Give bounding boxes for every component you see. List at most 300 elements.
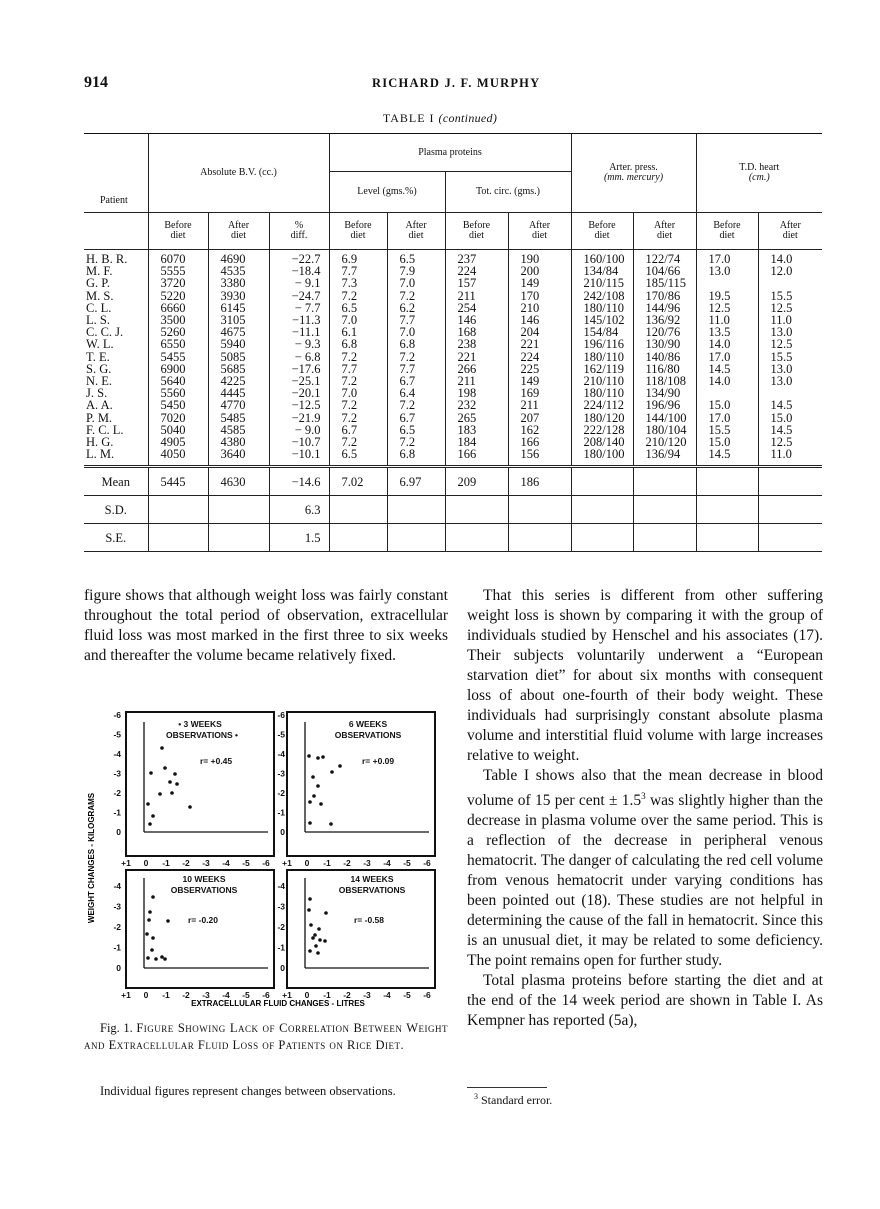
scatter-point — [308, 800, 312, 804]
table-cell: 6.7 — [387, 375, 445, 387]
tick-label: 0 — [280, 963, 285, 973]
table-cell: 6.5 — [329, 448, 387, 467]
panel-title-6-weeks: 6 WEEKS — [348, 719, 388, 729]
table-cell: 7.2 — [329, 436, 387, 448]
table-cell: 5450 — [148, 399, 208, 411]
table-cell: 204 — [508, 326, 571, 338]
table-cell: 154/84 — [571, 326, 633, 338]
table-cell: 149 — [508, 277, 571, 289]
sd-value: 6.3 — [269, 496, 329, 524]
patient-cell: A. A. — [86, 398, 113, 413]
footnote-rule — [467, 1087, 547, 1088]
table-cell: 196/116 — [571, 338, 633, 350]
scatter-point — [316, 756, 320, 760]
tick-label: -5 — [242, 990, 250, 1000]
table-cell: 7.0 — [387, 277, 445, 289]
mean-cell: 5445 — [148, 467, 208, 496]
mean-cell: 7.02 — [329, 467, 387, 496]
table-cell: 12.5 — [758, 436, 822, 448]
table-cell: 237 — [445, 250, 508, 266]
sub-after: After — [653, 220, 676, 231]
footnote-text: Standard error. — [478, 1093, 553, 1107]
table-cell: 6.2 — [387, 302, 445, 314]
table-cell: 168 — [445, 326, 508, 338]
patient-cell: C. L. — [86, 300, 112, 315]
tick-label: -6 — [262, 858, 270, 868]
table-cell: 5640 — [148, 375, 208, 387]
table-cell: 15.5 — [758, 290, 822, 302]
table-cell: 14.0 — [696, 375, 758, 387]
sub-before-diet: diet — [469, 230, 484, 241]
scatter-point — [307, 754, 311, 758]
table-cell: 6.8 — [387, 338, 445, 350]
tick-label: -1 — [277, 942, 285, 953]
table-row — [84, 338, 822, 350]
tick-label: -2 — [343, 858, 351, 868]
scatter-point — [311, 936, 315, 940]
table-cell: 136/92 — [633, 314, 696, 326]
tick-label: -5 — [277, 729, 285, 740]
table-cell: 7.2 — [387, 351, 445, 363]
scatter-point — [308, 897, 312, 901]
table-cell: −24.7 — [269, 290, 329, 302]
tick-label: -6 — [113, 710, 121, 720]
table-cell: 6.8 — [329, 338, 387, 350]
panel-title-14-weeks: 14 WEEKS — [350, 874, 394, 884]
header-plasma-proteins: Plasma proteins — [329, 134, 571, 172]
sub-after-diet: diet — [532, 230, 547, 241]
scatter-point — [146, 802, 150, 806]
scatter-point — [188, 805, 192, 809]
table-cell: 210/120 — [633, 436, 696, 448]
table-cell: 166 — [445, 448, 508, 467]
table-cell: 4585 — [208, 424, 269, 436]
correlation-6-weeks: r= +0.09 — [362, 756, 395, 766]
table-cell: −10.1 — [269, 448, 329, 467]
tick-label: -4 — [222, 990, 230, 1000]
tick-label: -4 — [277, 881, 285, 891]
table-cell: 5940 — [208, 338, 269, 350]
table-cell: 221 — [508, 338, 571, 350]
patient-cell: C. C. J. — [86, 325, 124, 340]
scatter-point — [323, 939, 327, 943]
scatter-point — [148, 910, 152, 914]
table-row — [84, 448, 822, 467]
tick-label: -4 — [383, 990, 391, 1000]
table-cell: 210/115 — [571, 277, 633, 289]
paragraph-2-text-a: Table I shows also that the mean decrease in blood volume of 15 per cent ± 1.5 — [467, 767, 823, 810]
scatter-point — [321, 755, 325, 759]
mean-row — [84, 467, 822, 496]
table-body — [84, 250, 822, 467]
table-cell: 5685 — [208, 363, 269, 375]
table-cell: 13.0 — [696, 265, 758, 277]
tick-label: -4 — [222, 858, 230, 868]
table-cell: 200 — [508, 265, 571, 277]
tick-label: +1 — [282, 990, 292, 1000]
table-cell: 144/96 — [633, 302, 696, 314]
table-cell: 15.5 — [758, 351, 822, 363]
table-cell: 6.7 — [329, 424, 387, 436]
table-cell: 211 — [445, 290, 508, 302]
tick-label: -3 — [113, 901, 121, 912]
header-absolute-bv: Absolute B.V. (cc.) — [148, 134, 329, 213]
table-cell: 146 — [445, 314, 508, 326]
table-cell: −21.9 — [269, 412, 329, 424]
table-cell: 130/90 — [633, 338, 696, 350]
tick-label: -4 — [383, 858, 391, 868]
table-cell: 6.4 — [387, 387, 445, 399]
table-cell: 7.7 — [387, 363, 445, 375]
scatter-point — [307, 908, 311, 912]
table-cell: 160/100 — [571, 250, 633, 266]
table-cell: 210/110 — [571, 375, 633, 387]
table-cell: 3105 — [208, 314, 269, 326]
tick-label: 0 — [143, 990, 149, 1000]
correlation-3-weeks: r= +0.45 — [200, 756, 233, 766]
table-cell: 3500 — [148, 314, 208, 326]
scatter-point — [170, 791, 174, 795]
panel-title-10-weeks: 10 WEEKS — [182, 874, 226, 884]
table-cell: 6070 — [148, 250, 208, 266]
tick-label: -2 — [113, 788, 121, 798]
sub-before: Before — [462, 220, 491, 231]
table-cell: 6.5 — [387, 250, 445, 266]
table-cell: 6.8 — [387, 448, 445, 467]
table-cell: 242/108 — [571, 290, 633, 302]
table-caption-continued: (continued) — [438, 111, 498, 125]
sub-after-diet: diet — [231, 230, 246, 241]
patient-cell: L. M. — [86, 447, 115, 462]
sub-after: After — [227, 220, 250, 231]
tick-label: 0 — [280, 827, 285, 837]
scatter-point — [146, 956, 150, 960]
sub-after-diet: diet — [782, 230, 798, 241]
tick-label: -6 — [423, 858, 431, 868]
scatter-point — [329, 822, 333, 826]
table-cell: 180/120 — [571, 412, 633, 424]
tick-label: -1 — [162, 990, 170, 1000]
table-cell: − 9.1 — [269, 277, 329, 289]
tick-label: -2 — [277, 788, 285, 798]
tick-label: 0 — [304, 990, 310, 1000]
figure-caption — [84, 1020, 448, 1054]
table-cell: 14.5 — [758, 424, 822, 436]
table-cell: 13.5 — [696, 326, 758, 338]
table-cell: 7.2 — [387, 436, 445, 448]
table-cell: 118/108 — [633, 375, 696, 387]
table-cell: 149 — [508, 375, 571, 387]
sub-pct-diff: diff. — [290, 230, 308, 241]
scatter-point — [308, 821, 312, 825]
panel-subtitle-10-weeks: OBSERVATIONS — [170, 885, 238, 895]
table-cell: 180/110 — [571, 302, 633, 314]
table-cell — [696, 277, 758, 289]
tick-label: -3 — [113, 768, 121, 779]
table-cell: 196/96 — [633, 399, 696, 411]
table-cell: 146 — [508, 314, 571, 326]
tick-label: -3 — [202, 990, 210, 1000]
mean-label: Mean — [101, 474, 130, 489]
tick-label: +1 — [282, 858, 292, 868]
tick-label: -3 — [363, 858, 371, 868]
table-cell: 15.0 — [696, 399, 758, 411]
se-value: 1.5 — [269, 524, 329, 552]
sub-after: After — [779, 220, 801, 231]
table-cell: −17.6 — [269, 363, 329, 375]
table-cell: 185/115 — [633, 277, 696, 289]
table-cell: −11.1 — [269, 326, 329, 338]
header-patient: Patient — [100, 195, 128, 206]
scatter-point — [160, 746, 164, 750]
table-cell: 140/86 — [633, 351, 696, 363]
table-cell: −25.1 — [269, 375, 329, 387]
table-row — [84, 277, 822, 289]
table-cell: −22.7 — [269, 250, 329, 266]
table-cell: 157 — [445, 277, 508, 289]
table-row — [84, 265, 822, 277]
table-cell: 7.0 — [387, 326, 445, 338]
sub-before-diet: diet — [719, 230, 735, 241]
tick-label: -2 — [182, 990, 190, 1000]
sub-after-diet: diet — [657, 230, 672, 241]
tick-label: -6 — [423, 990, 431, 1000]
table-cell: 225 — [508, 363, 571, 375]
table-cell: 4535 — [208, 265, 269, 277]
data-table — [84, 133, 822, 552]
scatter-point — [311, 775, 315, 779]
table-cell: 104/66 — [633, 265, 696, 277]
tick-label: 0 — [304, 858, 310, 868]
table-cell: 7.7 — [329, 265, 387, 277]
table-cell: 210 — [508, 302, 571, 314]
table-cell: 5485 — [208, 412, 269, 424]
panel-subtitle-14-weeks: OBSERVATIONS — [338, 885, 406, 895]
mean-cell: 186 — [508, 467, 571, 496]
table-cell: 4770 — [208, 399, 269, 411]
tick-label: -5 — [403, 990, 411, 1000]
scatter-point — [309, 923, 313, 927]
table-cell: 144/100 — [633, 412, 696, 424]
se-label: S.E. — [105, 530, 127, 545]
table-cell: 5455 — [148, 351, 208, 363]
patient-cell: G. P. — [86, 276, 110, 291]
table-cell: −20.1 — [269, 387, 329, 399]
table-cell: 19.5 — [696, 290, 758, 302]
scatter-point — [166, 919, 170, 923]
table-cell: 7.7 — [329, 363, 387, 375]
table-cell: 224 — [445, 265, 508, 277]
table-cell: 180/100 — [571, 448, 633, 467]
sub-before: Before — [588, 220, 616, 231]
table-cell: 170 — [508, 290, 571, 302]
table-cell: 3930 — [208, 290, 269, 302]
table-cell: 180/110 — [571, 387, 633, 399]
table-cell: 265 — [445, 412, 508, 424]
table-row — [84, 351, 822, 363]
table-cell: 7.9 — [387, 265, 445, 277]
table-cell: 7.2 — [387, 290, 445, 302]
figure-note: Individual figures represent changes between observations. — [100, 1084, 396, 1098]
table-cell: 6.9 — [329, 250, 387, 266]
table-cell: 232 — [445, 399, 508, 411]
patient-cell: W. L. — [86, 337, 114, 352]
tick-label: -4 — [113, 749, 121, 759]
table-cell: 7.2 — [329, 412, 387, 424]
table-cell: 7.2 — [329, 351, 387, 363]
table-cell: 5085 — [208, 351, 269, 363]
tick-label: -1 — [323, 858, 331, 868]
table-cell: 3720 — [148, 277, 208, 289]
table-cell — [758, 277, 822, 289]
tick-label: -1 — [277, 807, 285, 818]
table-cell: 15.5 — [696, 424, 758, 436]
correlation-10-weeks: r= -0.20 — [188, 915, 219, 925]
table-cell: 3380 — [208, 277, 269, 289]
tick-label: -3 — [202, 858, 210, 868]
table-cell: 11.0 — [758, 314, 822, 326]
scatter-point — [316, 784, 320, 788]
table-cell: 207 — [508, 412, 571, 424]
sub-pct: % — [294, 220, 304, 231]
table-cell: 5560 — [148, 387, 208, 399]
tick-label: 0 — [116, 827, 121, 837]
scatter-point — [338, 764, 342, 768]
table-cell: 238 — [445, 338, 508, 350]
tick-label: -3 — [363, 990, 371, 1000]
patient-cell: J. S. — [86, 386, 108, 401]
table-cell: 180/110 — [571, 351, 633, 363]
header-arter-press-unit: (mm. mercury) — [603, 172, 664, 183]
table-cell: 162 — [508, 424, 571, 436]
scatter-point — [317, 927, 321, 931]
table-cell: 221 — [445, 351, 508, 363]
table-cell: − 6.8 — [269, 351, 329, 363]
table-cell: 5040 — [148, 424, 208, 436]
paragraph-2-text-b: was slightly higher than the decrease in plasma volume over the same period. This is a reflection of the decrease in peripheral venous hematocrit. The danger of calculating the red cell volume from venous hematocrit under varying conditions has been pointed out (18). These studies are not helpful in determining the cause of the fall in hematocrit. Since this is an unusual diet, it may be related to some deficiency. The point remains open for further study. — [467, 792, 823, 970]
header-level: Level (gms.%) — [329, 172, 445, 213]
table-cell: −18.4 — [269, 265, 329, 277]
tick-label: -2 — [343, 990, 351, 1000]
tick-label: -4 — [277, 749, 285, 759]
scatter-point — [175, 782, 179, 786]
table-cell: 15.0 — [696, 436, 758, 448]
patient-cell: H. B. R. — [86, 252, 128, 266]
table-cell: 14.0 — [696, 338, 758, 350]
table-cell: 7.3 — [329, 277, 387, 289]
table-cell: 162/119 — [571, 363, 633, 375]
scatter-point — [158, 792, 162, 796]
figure-1 — [82, 700, 450, 1010]
table-cell: 7.7 — [387, 314, 445, 326]
table-cell: 3640 — [208, 448, 269, 467]
scatter-point — [151, 814, 155, 818]
correlation-14-weeks: r= -0.58 — [354, 915, 385, 925]
table-cell: 211 — [445, 375, 508, 387]
tick-label: -5 — [113, 729, 121, 740]
right-paragraph-1: That this series is different from other suffering weight loss is shown by comparing it with the group of individuals studied by Henschel and his associates (17). Their subjects voluntarily underwent a “European starvation diet” for about six months with consequent loss of about one-fourth of their body weight. These individuals had surprisingly constant absolute plasma volume and interstitial fluid volume with large increases relative to weight. — [467, 587, 823, 764]
table-cell: −11.3 — [269, 314, 329, 326]
scatter-point — [308, 949, 312, 953]
table-cell: 5260 — [148, 326, 208, 338]
table-row — [84, 412, 822, 424]
table-cell: 184 — [445, 436, 508, 448]
table-cell: 13.0 — [758, 375, 822, 387]
scatter-point — [168, 780, 172, 784]
table-row — [84, 250, 822, 266]
tick-label: 0 — [116, 963, 121, 973]
tick-label: -4 — [113, 881, 121, 891]
table-cell: 7020 — [148, 412, 208, 424]
table-cell: 7.2 — [387, 399, 445, 411]
table-cell: 14.5 — [696, 363, 758, 375]
table-cell: − 7.7 — [269, 302, 329, 314]
tick-label: -1 — [113, 942, 121, 953]
table-cell: 208/140 — [571, 436, 633, 448]
patient-cell: M. S. — [86, 288, 114, 303]
tick-label: -1 — [162, 858, 170, 868]
table-cell: 169 — [508, 387, 571, 399]
table-cell: 4445 — [208, 387, 269, 399]
se-row — [84, 524, 822, 552]
panel-bullet: • — [232, 730, 238, 740]
panel-subtitle-6-weeks: OBSERVATIONS — [334, 730, 402, 740]
table-cell: −10.7 — [269, 436, 329, 448]
sub-before-diet: diet — [170, 230, 186, 241]
tick-label: -5 — [403, 858, 411, 868]
footnote — [474, 1092, 552, 1108]
x-axis-label: EXTRACELLULAR FLUID CHANGES - LITRES — [191, 999, 365, 1008]
table-cell: 6660 — [148, 302, 208, 314]
table-cell: 170/86 — [633, 290, 696, 302]
patient-cell: P. M. — [86, 410, 113, 425]
table-cell: 116/80 — [633, 363, 696, 375]
right-column — [467, 586, 823, 1031]
table-cell: 122/74 — [633, 250, 696, 266]
scatter-point — [151, 936, 155, 940]
sd-label: S.D. — [104, 502, 127, 517]
table-cell: 6145 — [208, 302, 269, 314]
mean-cell: −14.6 — [269, 467, 329, 496]
patient-cell: L. S. — [86, 313, 110, 328]
patient-cell: T. E. — [86, 349, 110, 364]
panel-title-3-weeks — [178, 719, 222, 729]
sub-after: After — [405, 220, 427, 231]
tick-label: -6 — [262, 990, 270, 1000]
tick-label: -1 — [323, 990, 331, 1000]
patient-cell: M. F. — [86, 264, 113, 279]
table-cell: 5220 — [148, 290, 208, 302]
panel-bullet: • — [178, 719, 184, 729]
sub-before: Before — [344, 220, 372, 231]
scatter-point — [324, 911, 328, 915]
table-cell: 4905 — [148, 436, 208, 448]
header-td-heart-unit: (cm.) — [748, 172, 770, 183]
table-cell: 222/128 — [571, 424, 633, 436]
table-row — [84, 399, 822, 411]
panel-title-line-2: OBSERVATIONS — [166, 730, 233, 740]
footnote-mark: 3 — [474, 1092, 478, 1101]
table-cell: 134/84 — [571, 265, 633, 277]
table-cell: 136/94 — [633, 448, 696, 467]
table-cell: −12.5 — [269, 399, 329, 411]
scatter-point — [145, 932, 149, 936]
tick-label: +1 — [121, 990, 131, 1000]
table-caption-label: TABLE I — [382, 111, 435, 125]
table-cell: 12.5 — [758, 302, 822, 314]
tick-label: -2 — [182, 858, 190, 868]
table-cell: 190 — [508, 250, 571, 266]
